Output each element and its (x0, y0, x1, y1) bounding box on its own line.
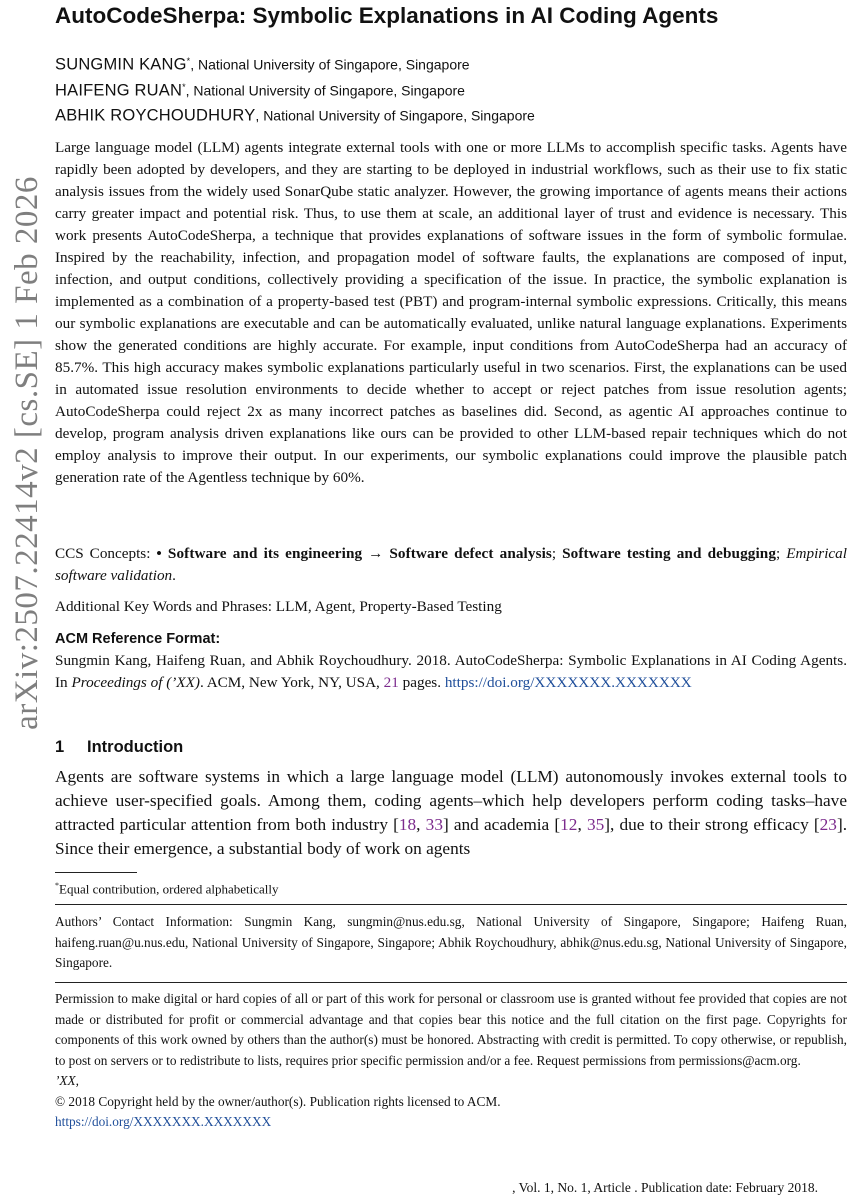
citation-link[interactable]: 23 (819, 815, 837, 834)
intro-text: , (416, 815, 426, 834)
author-affiliation: , National University of Singapore, Singapore (185, 82, 465, 99)
ccs-concept: Software testing and debugging (562, 545, 777, 562)
citation-link[interactable]: 35 (586, 815, 605, 834)
footnote (55, 877, 278, 898)
citation-link[interactable]: 33 (425, 815, 443, 834)
intro-text: ], due to their strong efficacy [ (604, 815, 820, 834)
author-mark: * (186, 56, 191, 66)
ccs-concept: Software defect analysis (389, 545, 552, 562)
acm-reference (55, 628, 847, 694)
copyright: © 2018 Copyright held by the owner/author(s). Publication rights licensed to ACM. (55, 1093, 501, 1109)
section-title: Introduction (87, 738, 184, 756)
footnote-text: Equal contribution, ordered alphabetically (59, 881, 279, 897)
footnote-rule (55, 872, 137, 873)
author-entry (55, 101, 845, 127)
reference-pages-link[interactable]: 21 (383, 674, 399, 691)
footnote-mark: * (55, 881, 59, 890)
citation-link[interactable]: 18 (398, 815, 417, 834)
ccs-label: CCS Concepts: (55, 545, 157, 562)
author-list (55, 50, 845, 127)
author-name: SUNGMIN KANG (55, 55, 187, 74)
ccs-concept: Empirical software validation (55, 545, 847, 584)
author-entry (55, 76, 845, 102)
arxiv-stamp: arXiv:2507.22414v2 [cs.SE] 1 Feb 2026 (9, 176, 45, 730)
reference-text: pages. (398, 674, 445, 691)
reference-heading: ACM Reference Format: (55, 631, 221, 647)
paper-title: AutoCodeSherpa: Symbolic Explanations in AI Coding Agents (55, 3, 719, 28)
ccs-end: . (172, 567, 176, 584)
page-footer: , Vol. 1, No. 1, Article . Publication date: February 2018. (512, 1180, 818, 1195)
intro-text: Agents are software systems in which a large language model (LLM) autonomously invokes external tools to achieve user-specified goals. Among them, coding agents–which help developers perform coding tasks–have attracted particular attention from both industry [ (55, 767, 847, 834)
venue: ’XX, (55, 1073, 79, 1088)
author-mark: * (182, 81, 186, 92)
divider (55, 982, 847, 983)
author-name: ABHIK ROYCHOUDHURY (55, 106, 256, 125)
author-affiliation: , National University of Singapore, Singapore (255, 107, 535, 124)
intro-text: ] and academia [ (442, 815, 561, 834)
reference-text: . ACM, New York, NY, USA, (199, 674, 384, 691)
intro-text: ]. Since their emergence, a substantial body of work on agents (55, 815, 848, 858)
ccs-separator: ; (776, 545, 787, 562)
reference-proceedings: Proceedings of (’XX) (71, 674, 200, 691)
author-affiliation: , National University of Singapore, Singapore (190, 56, 470, 73)
doi-link[interactable]: https://doi.org/XXXXXXX.XXXXXXX (55, 1114, 272, 1129)
keywords: Additional Key Words and Phrases: LLM, Agent, Property-Based Testing (55, 598, 502, 615)
intro-paragraph (55, 765, 847, 861)
reference-text: Sungmin Kang, Haifeng Ruan, and Abhik Roychoudhury. 2018. AutoCodeSherpa: Symbolic Explanations in AI Coding Agents. In (55, 652, 847, 691)
author-contact-info: Authors’ Contact Information: Sungmin Kang, sungmin@nus.edu.sg, National University of Singapore, Singapore; Haifeng Ruan, haifeng.ruan@u.nus.edu, National University of Singapore, Singapore; Abhik Roychoudhury, abhik@nus.edu.sg, National University of Singapore, Singapore. (55, 914, 847, 970)
intro-text: , (577, 815, 587, 834)
ccs-bullet: • (156, 545, 168, 562)
reference-doi-link[interactable]: https://doi.org/XXXXXXX.XXXXXXX (444, 674, 692, 691)
abstract: Large language model (LLM) agents integrate external tools with one or more LLMs to accomplish specific tasks. Agents have rapidly been adopted by developers, and they are starting to be deployed in industrial workflows, such as their use to fix static analysis issues from the widely used SonarQube static analyzer. However, the growing importance of agents means their actions carry greater impact and potential risk. Thus, to use them at scale, an additional layer of trust and evidence is necessary. This work presents AutoCodeSherpa, a technique that provides explanations of software issues in the form of symbolic formulae. Inspired by the reachability, infection, and propagation model of software faults, the explanations are composed of input, infection, and output conditions, collectively providing a specification of the issue. In practice, the symbolic explanation is implemented as a combination of a property-based test (PBT) and program-internal symbolic expressions. Critically, this means our symbolic explanations are executable and can be automatically evaluated, unlike natural language explanations. Experiments show the generated conditions are highly accurate. For example, input conditions from AutoCodeSherpa had an accuracy of 85.7%. This high accuracy makes symbolic explanations particularly useful in two scenarios. First, the explanations can be used in automated issue resolution environments to decide whether to accept or reject patches from issue resolution agents; AutoCodeSherpa could reject 2x as many incorrect patches as baselines did. Second, as agentic AI approaches continue to develop, program analysis driven explanations like ours can be provided to other LLM-based repair techniques which do not employ analysis to improve their output. In our experiments, our symbolic explanations could improve the plausible patch generation rate of the Agentless technique by 60%. (55, 139, 847, 486)
section-number: 1 (55, 738, 65, 756)
divider (55, 904, 847, 905)
author-name: HAIFENG RUAN (55, 81, 183, 100)
citation-link[interactable]: 12 (560, 815, 578, 834)
ccs-concept: Software and its engineering (167, 545, 363, 562)
permission-notice (55, 989, 847, 1133)
ccs-concepts (55, 543, 847, 587)
author-entry (55, 50, 845, 76)
permission-text: Permission to make digital or hard copies of all or part of this work for personal or classroom use is granted without fee provided that copies are not made or distributed for profit or commercial advantage and that copies bear this notice and the full citation on the first page. Copyrights for components of this work owned by others than the author(s) must be honored. Abstracting with credit is permitted. To copy otherwise, or republish, to post on servers or to redistribute to lists, requires prior specific permission and/or a fee. Request permissions from permissions@acm.org. (55, 991, 847, 1068)
section-heading (55, 736, 183, 758)
ccs-arrow: → (362, 545, 390, 562)
ccs-separator: ; (551, 545, 563, 562)
